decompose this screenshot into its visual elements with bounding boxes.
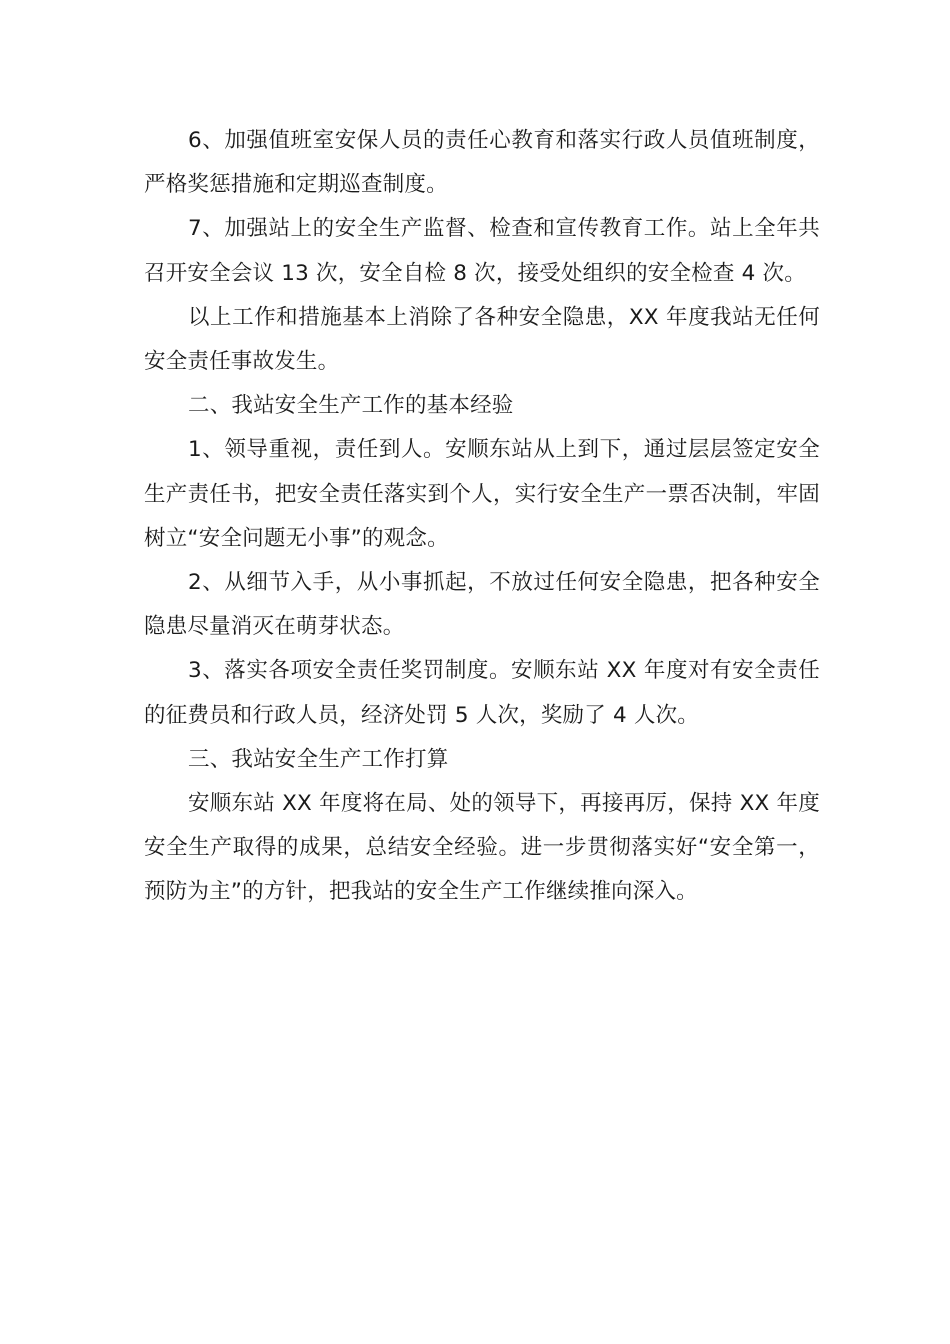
paragraph-experience-1: 1、领导重视，责任到人。安顺东站从上到下，通过层层签定安全生产责任书，把安全责任落实到个人，实行安全生产一票否决制，牢固树立“安全问题无小事”的观念。 [144,437,820,551]
paragraph-experience-2: 2、从细节入手，从小事抓起，不放过任何安全隐患，把各种安全隐患尽量消灭在萌芽状态。 [144,570,820,640]
paragraph-summary: 以上工作和措施基本上消除了各种安全隐患，XX 年度我站无任何安全责任事故发生。 [144,304,820,375]
section-heading-plan: 三、我站安全生产工作打算 [188,746,449,772]
paragraph-item-7: 7、加强站上的安全生产监督、检查和宣传教育工作。站上全年共召开安全会议 13 次，安全自检 8 次，接受处组织的安全检查 4 次。 [144,216,820,286]
section-heading-experience: 二、我站安全生产工作的基本经验 [188,393,514,419]
document-body [144,119,820,915]
paragraph-experience-3: 3、落实各项安全责任奖罚制度。安顺东站 XX 年度对有安全责任的征费员和行政人员，经济处罚 5 人次，奖励了 4 人次。 [144,658,820,728]
paragraph-item-6: 6、加强值班室安保人员的责任心教育和落实行政人员值班制度，严格奖惩措施和定期巡查制度。 [144,128,820,198]
paragraph-plan: 安顺东站 XX 年度将在局、处的领导下，再接再厉，保持 XX 年度安全生产取得的成果，总结安全经验。进一步贯彻落实好“安全第一，预防为主”的方针，把我站的安全生产工作继续推向深入。 [144,791,820,905]
